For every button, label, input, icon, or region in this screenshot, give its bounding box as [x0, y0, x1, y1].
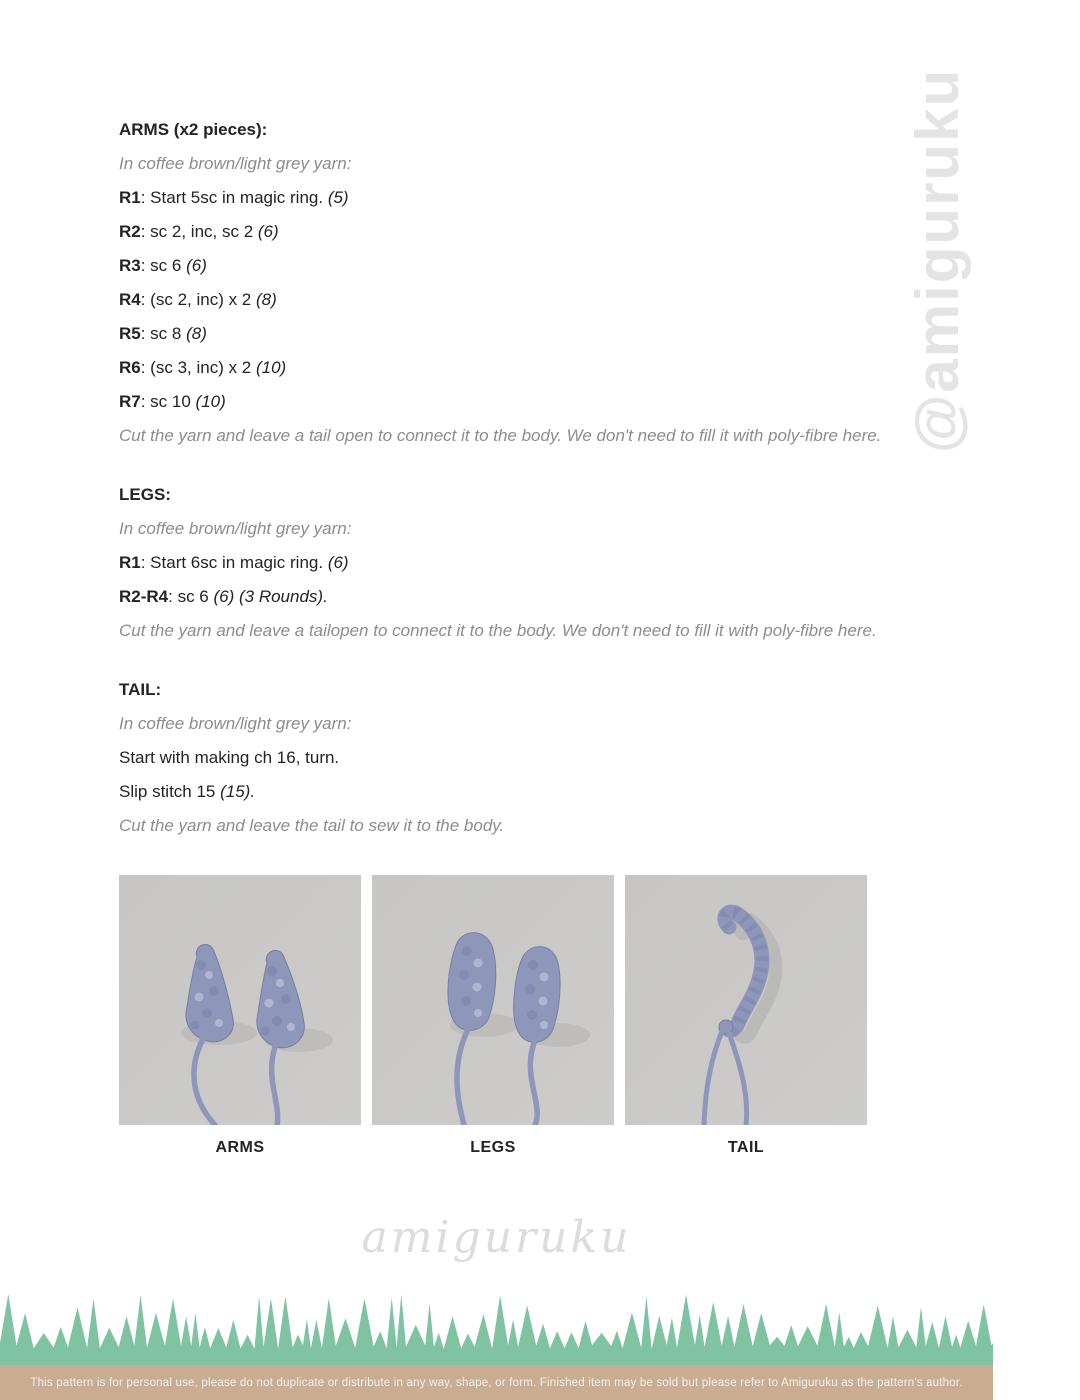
photo-caption: LEGS: [470, 1139, 516, 1156]
row-count: (6): [327, 553, 349, 572]
row-text: : sc 2, inc, sc 2: [140, 222, 258, 241]
row-count: (8): [255, 290, 277, 309]
section-footnote: Cut the yarn and leave a tail open to connect it to the body. We don't need to fill it with poly-fibre here.: [119, 426, 882, 445]
pattern-row: [119, 358, 909, 378]
row-text: : sc 8: [140, 324, 187, 343]
row-count: (6): [186, 256, 207, 275]
photo-tail: [625, 875, 867, 1157]
row-text: : Start 6sc in magic ring.: [140, 553, 328, 572]
row-label: R2-R4: [119, 587, 169, 606]
photo-legs: [372, 875, 614, 1157]
grass-border: [0, 1295, 993, 1365]
yarn-note: In coffee brown/light grey yarn:: [119, 154, 352, 173]
section-legs: [119, 485, 909, 641]
yarn-note: In coffee brown/light grey yarn:: [119, 519, 352, 538]
row-text: Slip stitch 15: [119, 782, 221, 801]
footer-bar: [0, 1365, 993, 1400]
row-count: (10): [255, 358, 287, 377]
row-label: R1: [119, 553, 141, 572]
pattern-row: [119, 290, 909, 310]
footer-text: This pattern is for personal use, please do not duplicate or distribute in any way, shape, or form. Finished item may be sold but please refer to Amiguruku as the pattern's author.: [30, 1376, 963, 1389]
photo-arms: [119, 875, 361, 1157]
pattern-row: [119, 256, 909, 276]
section-title: TAIL:: [119, 680, 162, 699]
photo-caption: ARMS: [215, 1139, 265, 1156]
row-text: : sc 6: [140, 256, 187, 275]
section-title: ARMS (x2 pieces):: [119, 120, 268, 139]
row-text: Start with making ch 16, turn.: [119, 748, 340, 767]
row-count: (8): [186, 324, 207, 343]
row-text: : Start 5sc in magic ring.: [140, 188, 328, 207]
row-text: : sc 6: [168, 587, 214, 606]
row-label: R1: [119, 188, 141, 207]
watermark-text: @amiguruku: [904, 67, 972, 453]
photo-legs-image: [372, 875, 614, 1125]
photo-arms-image: [119, 875, 361, 1125]
row-text: : (sc 2, inc) x 2: [140, 290, 256, 309]
section-footnote: Cut the yarn and leave the tail to sew it to the body.: [119, 816, 505, 835]
photo-tail-image: [625, 875, 867, 1125]
script-logo: amiguruku: [361, 1212, 632, 1263]
pattern-row: [119, 782, 909, 802]
pattern-row: [119, 222, 909, 242]
row-label: R7: [119, 392, 141, 411]
row-label: R5: [119, 324, 141, 343]
row-count: (6): [257, 222, 279, 241]
row-label: R4: [119, 290, 141, 309]
pattern-row: [119, 188, 909, 208]
photo-row: [119, 875, 867, 1157]
section-title: LEGS:: [119, 485, 171, 504]
section-footnote: Cut the yarn and leave a tailopen to connect it to the body. We don't need to fill it with poly-fibre here.: [119, 621, 877, 640]
row-text: : (sc 3, inc) x 2: [140, 358, 256, 377]
section-arms: [119, 120, 909, 446]
pattern-row: [119, 392, 909, 412]
row-count: (15).: [220, 782, 256, 801]
row-label: R6: [119, 358, 141, 377]
row-label: R3: [119, 256, 141, 275]
row-count: (6) (3 Rounds).: [213, 587, 328, 606]
pattern-row: [119, 553, 909, 573]
section-tail: [119, 680, 909, 836]
row-count: (5): [327, 188, 349, 207]
row-label: R2: [119, 222, 141, 241]
pattern-row: [119, 748, 909, 768]
pattern-row: [119, 587, 909, 607]
yarn-note: In coffee brown/light grey yarn:: [119, 714, 352, 733]
pattern-row: [119, 324, 909, 344]
photo-caption: TAIL: [727, 1139, 765, 1156]
row-text: : sc 10: [140, 392, 196, 411]
pattern-content: [119, 120, 909, 850]
row-count: (10): [195, 392, 226, 411]
